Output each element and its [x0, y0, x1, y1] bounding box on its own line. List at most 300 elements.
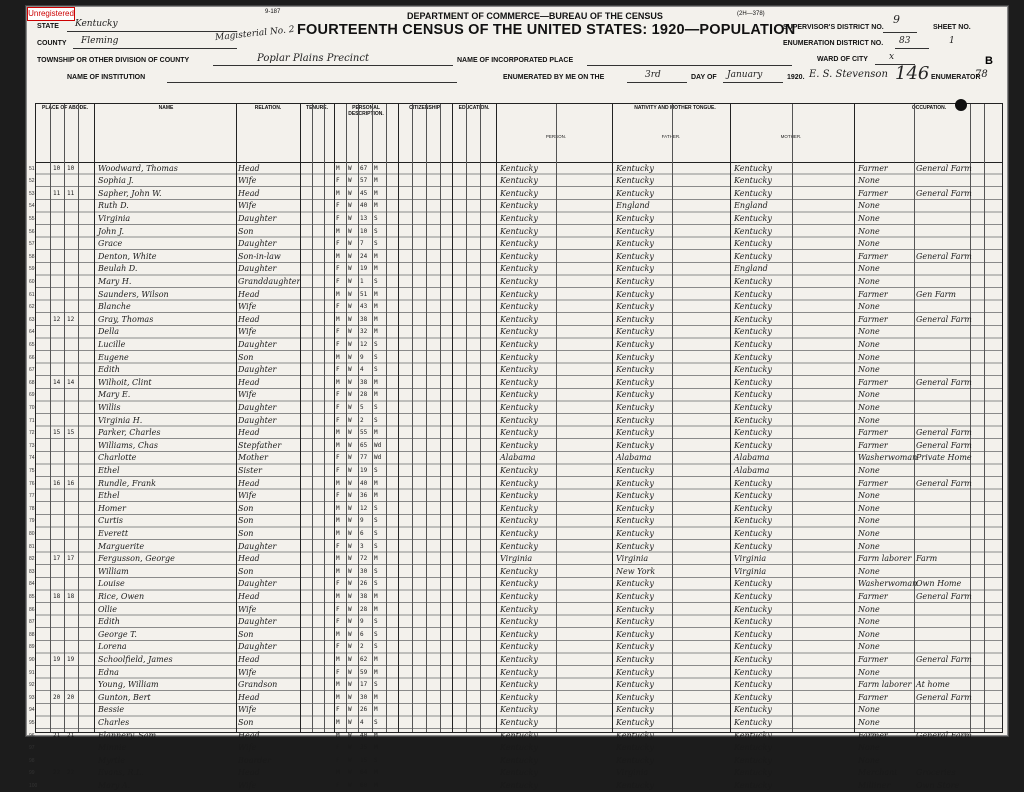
mother-birthplace-cell: Kentucky — [734, 642, 772, 652]
industry-cell: Own Store — [916, 780, 960, 790]
birthplace-cell: Kentucky — [500, 377, 538, 387]
line-number: 93 — [29, 694, 35, 701]
birthplace-cell: Kentucky — [500, 579, 538, 589]
sex-cell: F — [336, 177, 340, 185]
occupation-cell: None — [858, 642, 880, 652]
occupation-cell: None — [858, 402, 880, 412]
mother-birthplace-cell: Kentucky — [734, 617, 772, 627]
relation-cell: Wife — [238, 201, 257, 211]
county-value: Fleming — [81, 36, 119, 46]
census-grid — [29, 103, 1003, 790]
race-cell: W — [348, 781, 352, 789]
father-birthplace-cell: Alabama — [616, 453, 652, 463]
person-name-cell: Schoolfield, James — [98, 654, 173, 664]
person-name-cell: Ruth D. — [98, 201, 129, 211]
person-name-cell: John J. — [98, 226, 124, 236]
marital-status-cell: M — [374, 164, 378, 172]
family-number-cell: 15 — [67, 429, 75, 437]
marital-status-cell: S — [374, 240, 378, 248]
birthplace-cell: Kentucky — [500, 478, 538, 488]
marital-status-cell: S — [374, 542, 378, 550]
age-cell: 4 — [360, 366, 364, 374]
sex-cell: F — [336, 366, 340, 374]
table-row — [29, 175, 1002, 187]
age-cell: 38 — [360, 315, 368, 323]
birthplace-cell: Kentucky — [500, 516, 538, 526]
person-name-cell: Gunton, Bert — [98, 692, 151, 702]
table-row — [29, 478, 1002, 490]
dwelling-number-cell: 16 — [53, 479, 61, 487]
sheet-side: B — [985, 55, 993, 67]
marital-status-cell: M — [374, 252, 378, 260]
sex-cell: F — [336, 391, 340, 399]
birthplace-cell: Kentucky — [500, 491, 538, 501]
line-number: 61 — [29, 291, 35, 298]
relation-cell: Wife — [238, 491, 257, 501]
father-birthplace-cell: Kentucky — [616, 617, 654, 627]
relation-cell: Wife — [238, 327, 257, 337]
line-number: 88 — [29, 631, 35, 638]
birthplace-cell: Kentucky — [500, 352, 538, 362]
person-name-cell: Mary E. — [98, 390, 131, 400]
birthplace-cell: Kentucky — [500, 654, 538, 664]
sex-cell: M — [336, 290, 340, 298]
table-row — [29, 352, 1002, 364]
industry-cell: At home — [916, 680, 950, 690]
race-cell: W — [348, 416, 352, 424]
line-number: 99 — [29, 770, 35, 777]
mother-birthplace-cell: Kentucky — [734, 541, 772, 551]
mother-birthplace-cell: Virginia — [734, 566, 767, 576]
sex-cell: M — [336, 517, 340, 525]
subhead-person: PERSON. — [545, 134, 567, 139]
occupation-cell: Farmer — [858, 478, 888, 488]
age-cell: 7 — [360, 240, 364, 248]
table-row — [29, 213, 1002, 225]
relation-cell: Head — [238, 768, 260, 778]
sex-cell: F — [336, 466, 340, 474]
line-number: 73 — [29, 442, 35, 449]
industry-cell: General Farm — [916, 314, 972, 324]
relation-cell: Wife — [238, 390, 257, 400]
relation-cell: Wife — [238, 705, 257, 715]
birthplace-cell: Kentucky — [500, 591, 538, 601]
relation-cell: Son — [238, 503, 254, 513]
mother-birthplace-cell: Kentucky — [734, 717, 772, 727]
age-cell: 17 — [360, 681, 368, 689]
marital-status-cell: S — [374, 529, 378, 537]
race-cell: W — [348, 706, 352, 714]
mother-birthplace-cell: Kentucky — [734, 491, 772, 501]
father-birthplace-cell: Kentucky — [616, 755, 654, 765]
age-cell: 55 — [360, 429, 368, 437]
birthplace-cell: Kentucky — [500, 264, 538, 274]
township-value: Poplar Plains Precinct — [257, 53, 369, 64]
person-name-cell: Wilhoit, Clint — [98, 377, 152, 387]
occupation-cell: None — [858, 755, 880, 765]
race-cell: W — [348, 542, 352, 550]
mother-birthplace-cell: Kentucky — [734, 503, 772, 513]
marital-status-cell: S — [374, 718, 378, 726]
race-cell: W — [348, 693, 352, 701]
mother-birthplace-cell: Kentucky — [734, 239, 772, 249]
line-number: 94 — [29, 707, 35, 714]
family-number-cell: 19 — [67, 655, 75, 663]
occupation-cell: Farmer — [858, 377, 888, 387]
group-education: EDUCATION. — [458, 105, 490, 111]
father-birthplace-cell: Kentucky — [616, 516, 654, 526]
mother-birthplace-cell: Kentucky — [734, 516, 772, 526]
birthplace-cell: Kentucky — [500, 566, 538, 576]
incorporated-label: NAME OF INCORPORATED PLACE — [457, 57, 574, 64]
person-name-cell: George T. — [98, 629, 137, 639]
occupation-cell: Milliner — [858, 780, 891, 790]
line-number: 100 — [29, 782, 38, 789]
person-name-cell: Myrtle — [98, 755, 126, 765]
relation-cell: Head — [238, 377, 260, 387]
line-number: 89 — [29, 644, 35, 651]
marital-status-cell: S — [374, 618, 378, 626]
table-row — [29, 515, 1002, 527]
father-birthplace-cell: Kentucky — [616, 264, 654, 274]
mother-birthplace-cell: Kentucky — [734, 705, 772, 715]
table-row — [29, 578, 1002, 590]
person-name-cell: Ethel — [98, 465, 120, 475]
line-number: 95 — [29, 719, 35, 726]
group-nativity: NATIVITY AND MOTHER TONGUE. — [634, 105, 716, 111]
sex-cell: M — [336, 315, 340, 323]
mother-birthplace-cell: Kentucky — [734, 289, 772, 299]
age-cell: 77 — [360, 454, 368, 462]
race-cell: W — [348, 202, 352, 210]
birthplace-cell: Kentucky — [500, 428, 538, 438]
marital-status-cell: M — [374, 177, 378, 185]
mother-birthplace-cell: Kentucky — [734, 213, 772, 223]
person-name-cell: Bessie — [98, 705, 125, 715]
line-number: 92 — [29, 682, 35, 689]
occupation-cell: None — [858, 239, 880, 249]
race-cell: W — [348, 441, 352, 449]
birthplace-cell: Kentucky — [500, 692, 538, 702]
unregistered-badge: Unregistered — [27, 7, 75, 21]
family-number-cell: 18 — [67, 592, 75, 600]
marital-status-cell: M — [374, 706, 378, 714]
line-number: 76 — [29, 480, 35, 487]
relation-cell: Head — [238, 478, 260, 488]
stamp-number: 146 — [895, 63, 930, 84]
line-number: 67 — [29, 367, 35, 374]
father-birthplace-cell: Kentucky — [616, 314, 654, 324]
day-of-label: DAY OF — [691, 74, 717, 81]
birthplace-cell: Kentucky — [500, 503, 538, 513]
marital-status-cell: S — [374, 403, 378, 411]
mother-birthplace-cell: Kentucky — [734, 365, 772, 375]
race-cell: W — [348, 718, 352, 726]
age-cell: 6 — [360, 529, 364, 537]
mother-birthplace-cell: Kentucky — [734, 251, 772, 261]
person-name-cell: Edith — [98, 365, 120, 375]
marital-status-cell: S — [374, 227, 378, 235]
person-name-cell: Evans, R.L. — [98, 768, 144, 778]
mother-birthplace-cell: Kentucky — [734, 579, 772, 589]
enumerated-month: January — [727, 70, 763, 80]
mother-birthplace-cell: Alabama — [734, 453, 770, 463]
sex-cell: M — [336, 429, 340, 437]
person-name-cell: Lorena — [98, 642, 127, 652]
father-birthplace-cell: Kentucky — [616, 743, 654, 753]
table-row — [29, 553, 1002, 565]
sex-cell: F — [336, 668, 340, 676]
birthplace-cell: Kentucky — [500, 717, 538, 727]
group-tenure: TENURE. — [306, 105, 328, 111]
person-name-cell: Flannery, Sam — [98, 730, 157, 740]
table-row — [29, 654, 1002, 666]
person-name-cell: Ethel — [98, 491, 120, 501]
dwelling-number-cell: 15 — [53, 429, 61, 437]
race-cell: W — [348, 252, 352, 260]
age-cell: 3 — [360, 542, 364, 550]
age-cell: 67 — [360, 164, 368, 172]
age-cell: 28 — [360, 391, 368, 399]
race-cell: W — [348, 744, 352, 752]
table-row — [29, 276, 1002, 288]
occupation-cell: None — [858, 604, 880, 614]
table-row — [29, 604, 1002, 616]
sex-cell: F — [336, 416, 340, 424]
line-number: 87 — [29, 619, 35, 626]
marital-status-cell: M — [374, 744, 378, 752]
marital-status-cell: M — [374, 328, 378, 336]
relation-cell: Head — [238, 428, 260, 438]
age-cell: 15 — [360, 756, 368, 764]
sex-cell: M — [336, 441, 340, 449]
relation-cell: Son — [238, 629, 254, 639]
sex-cell: F — [336, 240, 340, 248]
father-birthplace-cell: Kentucky — [616, 339, 654, 349]
table-row — [29, 377, 1002, 389]
state-label: STATE — [37, 23, 59, 30]
table-row — [29, 364, 1002, 376]
father-birthplace-cell: Kentucky — [616, 213, 654, 223]
father-birthplace-cell: Virginia — [616, 554, 649, 564]
table-row — [29, 490, 1002, 502]
mother-birthplace-cell: Kentucky — [734, 390, 772, 400]
sex-cell: F — [336, 781, 340, 789]
father-birthplace-cell: Kentucky — [616, 491, 654, 501]
age-cell: 6 — [360, 630, 364, 638]
person-name-cell: Edna — [98, 667, 119, 677]
family-number-cell: 17 — [67, 555, 75, 563]
relation-cell: Son — [238, 717, 254, 727]
table-row — [29, 440, 1002, 452]
industry-cell: General Farm — [916, 478, 972, 488]
race-cell: W — [348, 479, 352, 487]
sex-cell: F — [336, 542, 340, 550]
person-name-cell: Fergusson, George — [98, 554, 175, 564]
sex-cell: F — [336, 277, 340, 285]
occupation-cell: Merchant — [858, 768, 898, 778]
sex-cell: M — [336, 655, 340, 663]
marital-status-cell: S — [374, 643, 378, 651]
industry-cell: General Farm — [916, 377, 972, 387]
marital-status-cell: M — [374, 555, 378, 563]
sex-cell: F — [336, 214, 340, 222]
age-cell: 30 — [360, 567, 368, 575]
occupation-cell: None — [858, 503, 880, 513]
birthplace-cell: Kentucky — [500, 176, 538, 186]
age-cell: 38 — [360, 592, 368, 600]
age-cell: 5 — [360, 403, 364, 411]
birthplace-cell: Kentucky — [500, 327, 538, 337]
family-number-cell: 14 — [67, 378, 75, 386]
industry-cell: General Farm — [916, 654, 972, 664]
race-cell: W — [348, 618, 352, 626]
father-birthplace-cell: Kentucky — [616, 239, 654, 249]
occupation-cell: Farmer — [858, 654, 888, 664]
race-cell: W — [348, 227, 352, 235]
sex-cell: M — [336, 681, 340, 689]
table-row — [29, 465, 1002, 477]
occupation-cell: None — [858, 617, 880, 627]
sex-cell: M — [336, 252, 340, 260]
race-cell: W — [348, 466, 352, 474]
table-row — [29, 679, 1002, 691]
race-cell: W — [348, 517, 352, 525]
sex-cell: M — [336, 353, 340, 361]
sex-cell: M — [336, 555, 340, 563]
ward-label: WARD OF CITY — [817, 56, 868, 63]
mother-birthplace-cell: Kentucky — [734, 654, 772, 664]
age-cell: 26 — [360, 580, 368, 588]
age-cell: 26 — [360, 706, 368, 714]
occupation-cell: Farmer — [858, 428, 888, 438]
father-birthplace-cell: England — [616, 201, 650, 211]
relation-cell: Granddaughter — [238, 276, 301, 286]
marital-status-cell: S — [374, 277, 378, 285]
family-number-cell: 22 — [67, 769, 75, 777]
father-birthplace-cell: Kentucky — [616, 692, 654, 702]
birthplace-cell: Kentucky — [500, 768, 538, 778]
race-cell: W — [348, 492, 352, 500]
race-cell: W — [348, 454, 352, 462]
race-cell: W — [348, 529, 352, 537]
person-name-cell: Woodward, Thomas — [98, 163, 178, 173]
father-birthplace-cell: Kentucky — [616, 465, 654, 475]
race-cell: W — [348, 567, 352, 575]
father-birthplace-cell: Virginia — [616, 768, 649, 778]
marital-status-cell: M — [374, 693, 378, 701]
line-number: 98 — [29, 757, 35, 764]
mother-birthplace-cell: Kentucky — [734, 768, 772, 778]
line-number: 69 — [29, 392, 35, 399]
dwelling-number-cell: 17 — [53, 555, 61, 563]
birthplace-cell: Kentucky — [500, 163, 538, 173]
line-number: 55 — [29, 215, 35, 222]
marital-status-cell: S — [374, 756, 378, 764]
race-cell: W — [348, 240, 352, 248]
line-number: 79 — [29, 518, 35, 525]
father-birthplace-cell: Kentucky — [616, 415, 654, 425]
table-row — [29, 427, 1002, 439]
line-number: 80 — [29, 530, 35, 537]
father-birthplace-cell: Kentucky — [616, 528, 654, 538]
table-row — [29, 238, 1002, 250]
race-cell: W — [348, 605, 352, 613]
birthplace-cell: Kentucky — [500, 239, 538, 249]
father-birthplace-cell: Kentucky — [616, 188, 654, 198]
line-number: 64 — [29, 329, 35, 336]
dwelling-number-cell: 12 — [53, 315, 61, 323]
line-number: 66 — [29, 354, 35, 361]
race-cell: W — [348, 731, 352, 739]
mother-birthplace-cell: Kentucky — [734, 314, 772, 324]
birthplace-cell: Kentucky — [500, 642, 538, 652]
occupation-cell: Farmer — [858, 314, 888, 324]
person-name-cell: Blanche — [98, 302, 131, 312]
table-row — [29, 730, 1002, 742]
person-name-cell: Mary A. — [98, 780, 131, 790]
mother-birthplace-cell: Kentucky — [734, 188, 772, 198]
birthplace-cell: Kentucky — [500, 188, 538, 198]
marital-status-cell: Wd — [374, 454, 382, 462]
relation-cell: Boarder — [238, 755, 271, 765]
age-cell: 28 — [360, 605, 368, 613]
father-birthplace-cell: Kentucky — [616, 352, 654, 362]
person-name-cell: Ollie — [98, 604, 117, 614]
relation-cell: Daughter — [238, 617, 277, 627]
family-number-cell: 10 — [67, 164, 75, 172]
person-name-cell: Sapher, John W. — [98, 188, 162, 198]
sex-cell: F — [336, 265, 340, 273]
occupation-cell: None — [858, 516, 880, 526]
sex-cell: M — [336, 164, 340, 172]
occupation-cell: Farmer — [858, 289, 888, 299]
father-birthplace-cell: Kentucky — [616, 251, 654, 261]
relation-cell: Son-in-law — [238, 251, 281, 261]
mother-birthplace-cell: Kentucky — [734, 680, 772, 690]
father-birthplace-cell: Kentucky — [616, 302, 654, 312]
table-row — [29, 263, 1002, 275]
mother-birthplace-cell: Kentucky — [734, 730, 772, 740]
race-cell: W — [348, 555, 352, 563]
sex-cell: F — [336, 328, 340, 336]
birthplace-cell: Kentucky — [500, 201, 538, 211]
father-birthplace-cell: Kentucky — [616, 276, 654, 286]
mother-birthplace-cell: Kentucky — [734, 629, 772, 639]
father-birthplace-cell: Kentucky — [616, 604, 654, 614]
occupation-cell: None — [858, 327, 880, 337]
relation-cell: Sister — [238, 465, 262, 475]
sex-cell: F — [336, 202, 340, 210]
sheet-label: SHEET NO. — [933, 24, 971, 31]
enum-district-value: 83 — [899, 36, 911, 46]
marital-status-cell: M — [374, 769, 378, 777]
occupation-cell: Farmer — [858, 730, 888, 740]
group-citizenship: CITIZENSHIP. — [409, 105, 441, 111]
race-cell: W — [348, 353, 352, 361]
age-cell: 72 — [360, 555, 368, 563]
industry-cell: Private Home — [916, 453, 972, 463]
birthplace-cell: Kentucky — [500, 604, 538, 614]
marital-status-cell: S — [374, 353, 378, 361]
sex-cell: M — [336, 529, 340, 537]
occupation-cell: None — [858, 667, 880, 677]
line-number: 70 — [29, 404, 35, 411]
industry-cell: General Farm — [916, 188, 972, 198]
table-row — [29, 389, 1002, 401]
occupation-cell: None — [858, 390, 880, 400]
relation-cell: Daughter — [238, 415, 277, 425]
